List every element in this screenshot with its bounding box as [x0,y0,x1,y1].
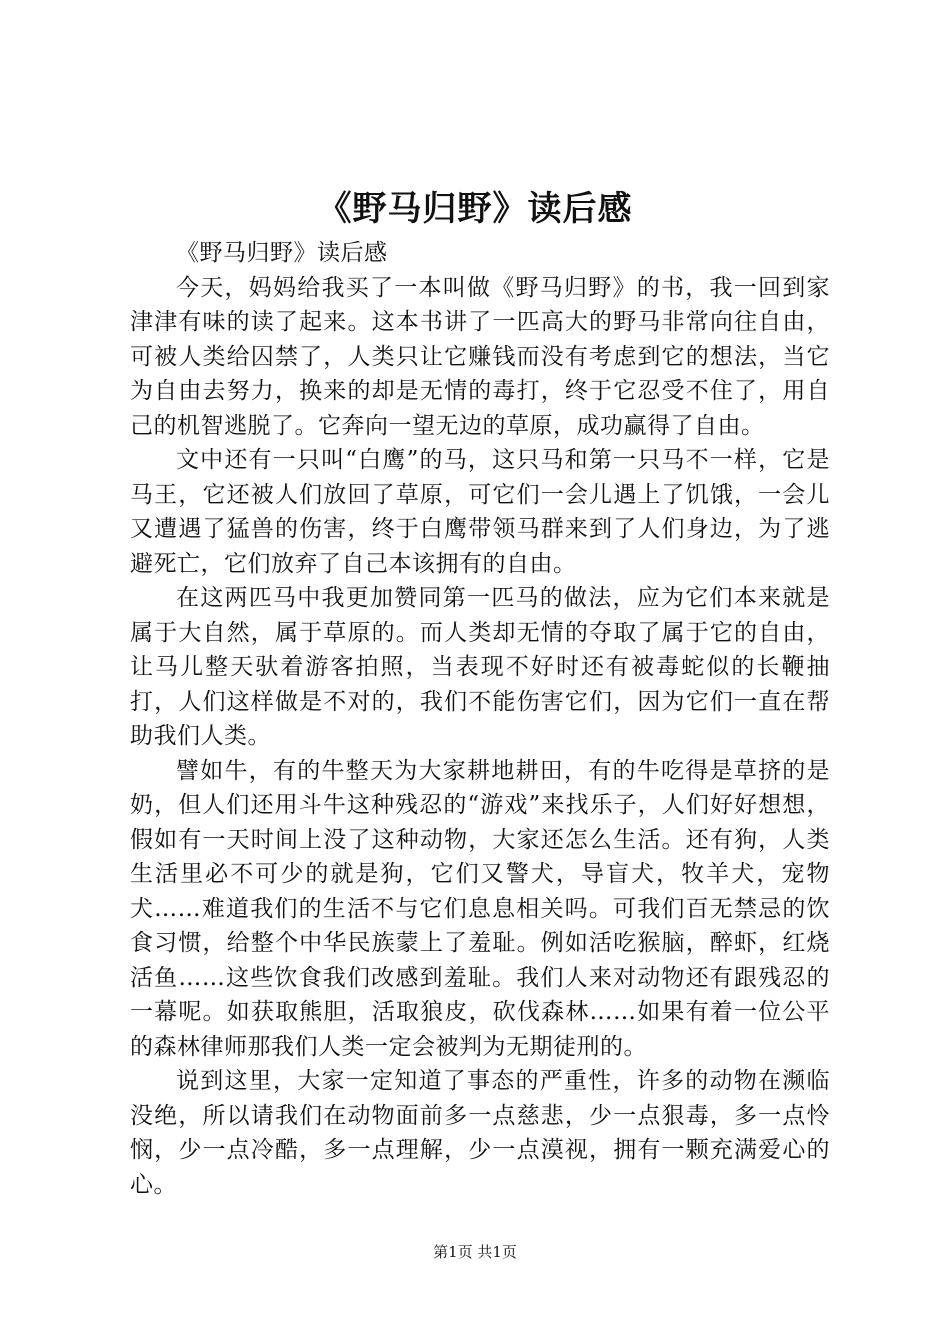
paragraph: 在这两匹马中我更加赞同第一匹马的做法，应为它们本来就是属于大自然，属于草原的。而人类却无情的夺取了属于它的自由，让马儿整天驮着游客拍照，当表现不好时还有被毒蛇似的长鞭抽打，人们这样做是不对的，我们不能伤害它们，因为它们一直在帮助我们人类。 [130,585,830,749]
paragraph: 文中还有一只叫“白鹰”的马，这只马和第一只马不一样，它是马王，它还被人们放回了草原，可它们一会儿遇上了饥饿，一会儿又遭遇了猛兽的伤害，终于白鹰带领马群来到了人们身边，为了逃避死亡，它们放弃了自己本该拥有的自由。 [130,447,830,577]
paragraph: 今天，妈妈给我买了一本叫做《野马归野》的书，我一回到家津津有味的读了起来。这本书讲了一匹高大的野马非常向往自由，可被人类给囚禁了，人类只让它赚钱而没有考虑到它的想法，当它为自由去努力，换来的却是无情的毒打，终于它忍受不住了，用自己的机智逃脱了。它奔向一望无边的草原，成功赢得了自由。 [130,274,830,439]
document-body [130,236,830,1202]
page-footer: 第1页 共1页 [433,1243,517,1261]
paragraph: 说到这里，大家一定知道了事态的严重性，许多的动物在濒临没绝，所以请我们在动物面前多一点慈悲，少一点狠毒，多一点怜悯，少一点冷酷，多一点理解，少一点漠视，拥有一颗充满爱心的心。 [130,1068,830,1198]
paragraph-subtitle: 《野马归野》读后感 [176,240,388,266]
paragraph: 譬如牛，有的牛整天为大家耕地耕田，有的牛吃得是草挤的是奶，但人们还用斗牛这种残忍的“游戏”来找乐子，人们好好想想，假如有一天时间上没了这种动物，大家还怎么生活。还有狗，人类生活里必不可少的就是狗，它们又警犬，导盲犬，牧羊犬，宠物犬……难道我们的生活不与它们息息相关吗。可我们百无禁忌的饮食习惯，给整个中华民族蒙上了羞耻。例如活吃猴脑，醉虾，红烧活鱼……这些饮食我们改感到羞耻。我们人来对动物还有跟残忍的一幕呢。如获取熊胆，活取狼皮，砍伐森林……如果有着一位公平的森林律师那我们人类一定会被判为无期徒刑的。 [130,757,830,1060]
document-title: 《野马归野》读后感 [317,189,633,229]
